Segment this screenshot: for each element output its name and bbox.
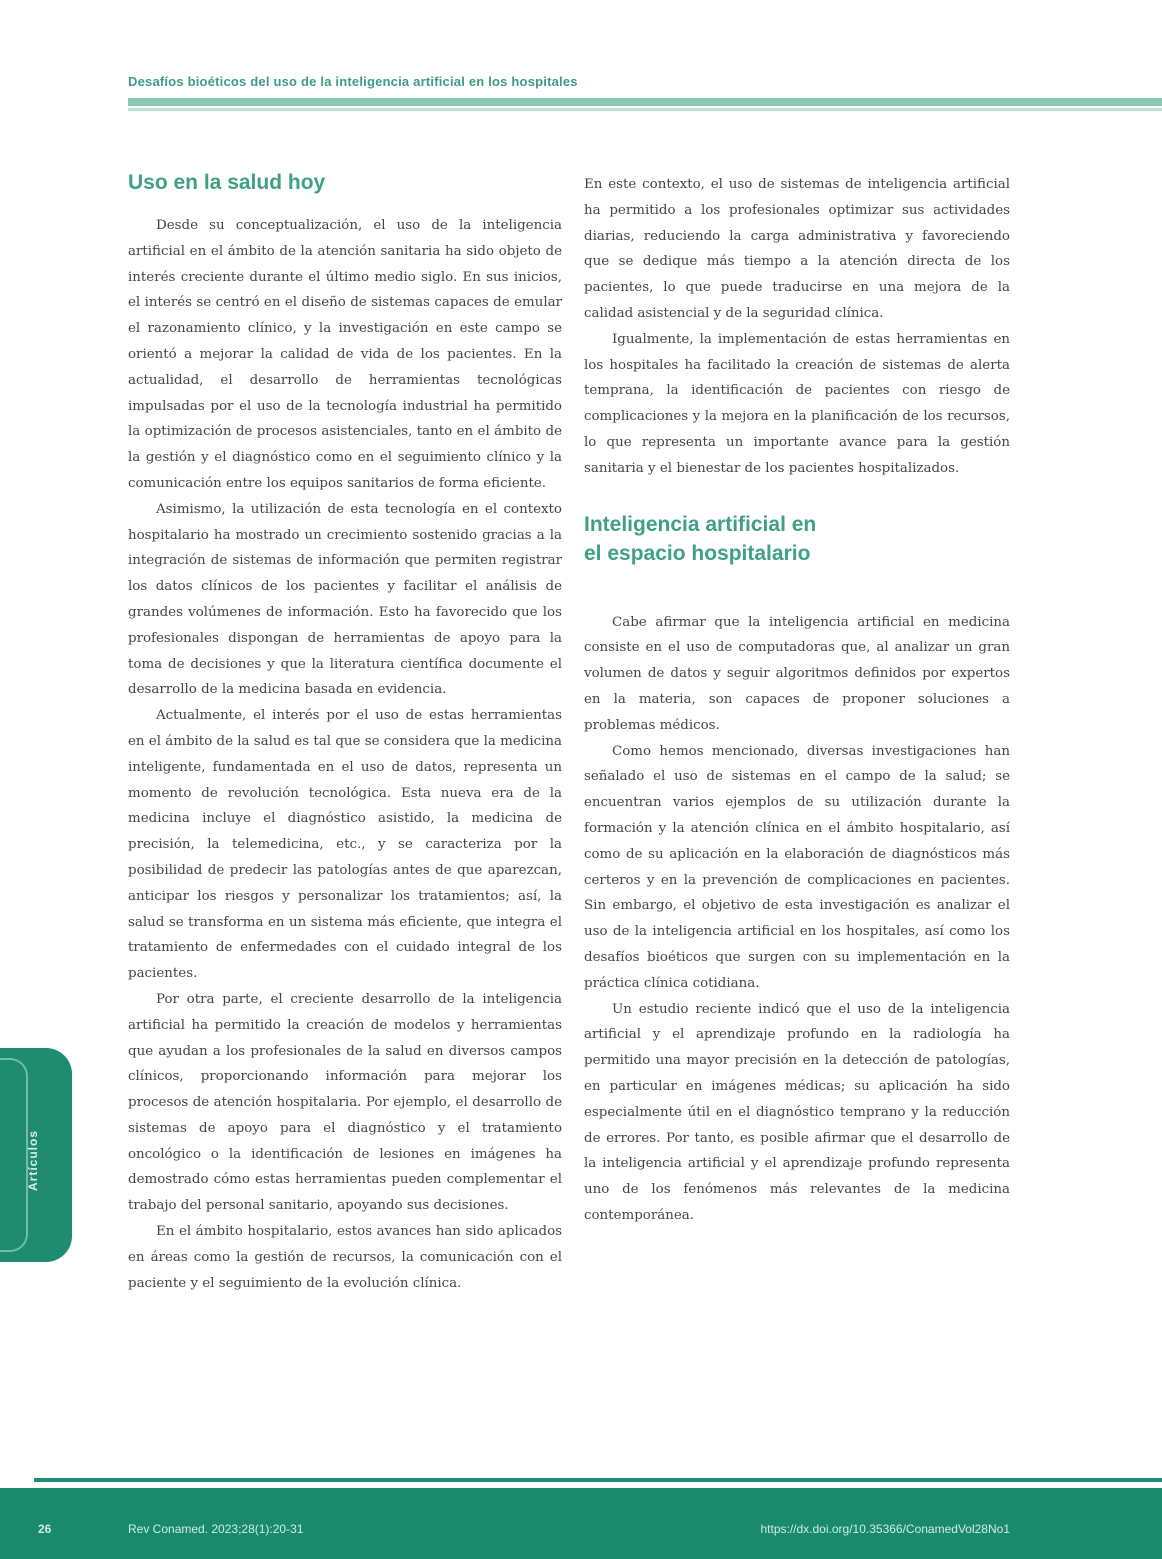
footer-bar: [0, 1488, 1162, 1559]
body-paragraph: Desde su conceptualización, el uso de la inteligencia artificial en el ámbito de la atención sanitaria ha sido objeto de interés creciente durante el último medio siglo. En sus inicios, el interés se centró en el diseño de sistemas capaces de emular el razonamiento clínico, y la investigación en este campo se orientó a mejorar la calidad de vida de los pacientes. En la actualidad, el desarrollo de herramientas tecnológicas impulsadas por el uso de la tecnología industrial ha permitido la optimización de procesos asistenciales, tanto en el ámbito de la gestión y el diagnóstico como en el seguimiento clínico y la comunicación entre los equipos sanitarios de forma eficiente.: [128, 218, 562, 491]
journal-citation: Rev Conamed. 2023;28(1):20-31: [128, 1522, 304, 1536]
section-heading-ia-hospital: [584, 510, 1010, 568]
page-number: 26: [38, 1522, 52, 1536]
section-heading-uso-salud: Uso en la salud hoy: [128, 171, 326, 194]
body-paragraph: Cabe afirmar que la inteligencia artificial en medicina consiste en el uso de computadoras que, al analizar un gran volumen de datos y seguir algoritmos definidos por expertos en la materia, son capaces de proponer soluciones a problemas médicos.: [584, 614, 1010, 733]
header-rule: [128, 98, 1162, 106]
running-header: Desafíos bioéticos del uso de la inteligencia artificial en los hospitales: [128, 74, 578, 89]
side-tab-outline: [0, 1058, 28, 1252]
heading-line: el espacio hospitalario: [584, 541, 811, 565]
body-paragraph: En el ámbito hospitalario, estos avances han sido aplicados en áreas como la gestión de recursos, la comunicación con el paciente y el seguimiento de la evolución clínica.: [128, 1224, 562, 1291]
left-column: [128, 168, 562, 1296]
body-paragraph: Igualmente, la implementación de estas herramientas en los hospitales ha facilitado la creación de sistemas de alerta temprana, la identificación de pacientes con riesgo de complicaciones y la mejora en la planificación de los recursos, lo que representa un importante avance para la gestión sanitaria y el bienestar de los pacientes hospitalizados.: [584, 331, 1010, 476]
body-paragraph: Actualmente, el interés por el uso de estas herramientas en el ámbito de la salud es tal que se considera que la medicina inteligente, fundamentada en el uso de datos, representa un momento de revolución tecnológica. Esta nueva era de la medicina incluye el diagnóstico asistido, la medicina de precisión, la telemedicina, etc., y se caracteriza por la posibilidad de predecir las patologías antes de que aparezcan, anticipar los riesgos y personalizar los tratamientos; así, la salud se transforma en un sistema más eficiente, que integra el tratamiento de enfermedades con el cuidado integral de los pacientes.: [128, 708, 562, 982]
body-paragraph: Como hemos mencionado, diversas investigaciones han señalado el uso de sistemas en el campo de la salud; se encuentran varios ejemplos de su utilización durante la formación y la atención clínica en el ámbito hospitalario, así como de su aplicación en la elaboración de diagnósticos más certeros y en la prevención de complicaciones en pacientes. Sin embargo, el objetivo de esta investigación es analizar el uso de la inteligencia artificial en los hospitales, así como los desafíos bioéticos que surgen con su implementación en la práctica clínica cotidiana.: [584, 743, 1010, 991]
right-column: [584, 172, 1010, 1229]
body-paragraph: En este contexto, el uso de sistemas de inteligencia artificial ha permitido a los profesionales optimizar sus actividades diarias, reduciendo la carga administrativa y favoreciendo que se dedique más tiempo a la atención directa de los pacientes, lo que puede traducirse en una mejora de la calidad asistencial y de la seguridad clínica.: [584, 177, 1010, 321]
heading-line: Inteligencia artificial en: [584, 512, 817, 536]
footer-rule: [34, 1478, 1162, 1482]
body-paragraph: Asimismo, la utilización de esta tecnología en el contexto hospitalario ha mostrado un crecimiento sostenido gracias a la integración de sistemas de información que permiten registrar los datos clínicos de los pacientes y facilitar el análisis de grandes volúmenes de información. Esto ha favorecido que los profesionales dispongan de herramientas de apoyo para la toma de decisiones y que la literatura científica documente el desarrollo de la medicina basada en evidencia.: [128, 501, 562, 698]
side-tab-label: Artículos: [26, 1129, 40, 1191]
body-paragraph: Por otra parte, el creciente desarrollo de la inteligencia artificial ha permitido la creación de modelos y herramientas que ayudan a los profesionales de la salud en diversos campos clínicos, proporcionando información para mejorar los procesos de atención hospitalaria. Por ejemplo, el desarrollo de sistemas de apoyo para el diagnóstico y el tratamiento oncológico o la identificación de lesiones en imágenes ha demostrado cómo estas herramientas pueden complementar el trabajo del personal sanitario, apoyando sus decisiones.: [128, 991, 562, 1214]
body-paragraph: Un estudio reciente indicó que el uso de la inteligencia artificial y el aprendizaje profundo en la radiología ha permitido una mayor precisión en la detección de patologías, en particular en imágenes médicas; su aplicación ha sido especialmente útil en el diagnóstico temprano y la reducción de errores. Por tanto, es posible afirmar que el desarrollo de la inteligencia artificial y el aprendizaje profundo representa uno de los fenómenos más relevantes de la medicina contemporánea.: [584, 1001, 1010, 1223]
header-rule-thin: [128, 108, 1162, 111]
doi-link[interactable]: https://dx.doi.org/10.35366/ConamedVol28No1: [760, 1522, 1010, 1536]
